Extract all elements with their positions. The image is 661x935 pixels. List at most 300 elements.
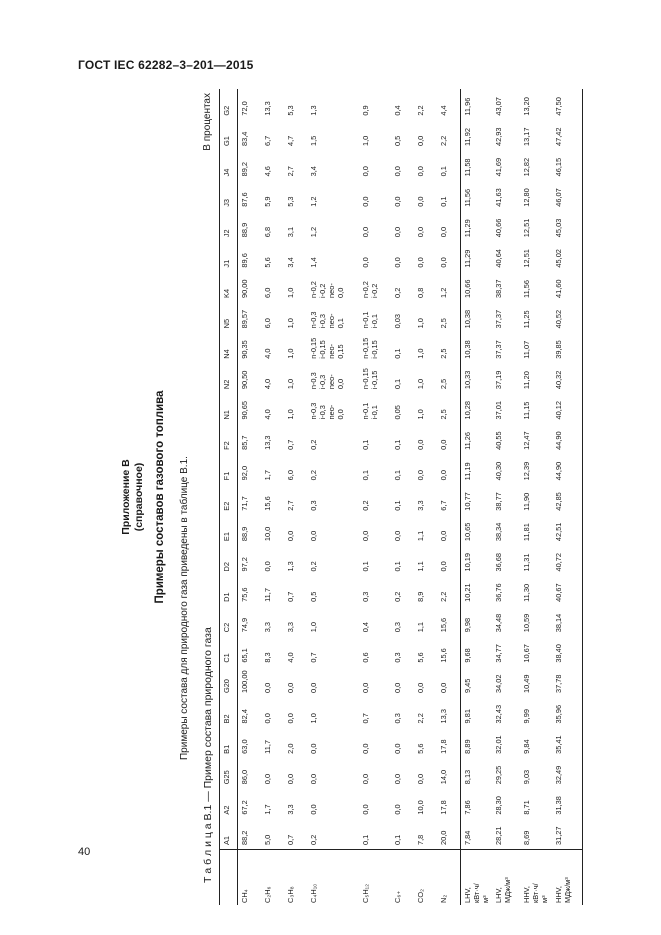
table-cell: 11,92 [460,120,492,150]
table-cell: 34,02 [494,674,503,694]
table-cell: 88,2 [240,830,249,845]
table-cell: 0,0 [361,530,370,542]
table-cell: 37,78 [554,674,563,694]
table-cell: 0,2 [309,470,318,481]
table-cell: 10,0 [263,526,272,542]
table-cell: 0,0 [361,804,370,815]
table-cell: 1,5 [309,135,318,147]
table-cell: 0,3 [309,500,318,511]
column-header: D2 [220,545,238,575]
table-cell: 0,0 [361,166,370,177]
table-cell: 0,0 [439,439,448,450]
table-cell: 38,37 [494,279,503,298]
table-cell: 0,0 [439,257,448,268]
table-cell: 0,1 [439,196,448,207]
table-cell: 2,2 [416,713,425,724]
table-cell: 4,0 [263,348,272,359]
column-header: N5 [220,302,238,332]
table-cell: 0,1 [361,439,370,450]
table-cell: 3,3 [286,804,295,815]
table-cell: 40,66 [494,218,503,238]
table-cell: 0,0 [439,682,448,694]
table-cell: 100,00 [240,670,249,694]
table-cell: 10,38 [460,302,492,332]
table-cell: 0,7 [286,439,295,450]
table-cell: n-0,3 i-0,3 neo- 0,0 [309,372,345,390]
table-cell: 4,0 [263,409,272,420]
table-cell: 10,21 [460,575,492,605]
column-header: N2 [220,363,238,393]
table-cell: 31,27 [554,826,563,845]
table-cell: 2,5 [439,409,448,420]
column-header: G1 [220,120,238,150]
table-corner [220,849,238,905]
table-cell: 6,7 [263,135,272,147]
table-cell: 42,85 [554,492,563,511]
table-cell: 39,85 [554,340,563,359]
table-cell: 32,01 [494,735,503,754]
table-cell: 40,52 [554,309,563,329]
table-cell: 47,50 [554,97,563,116]
table-cell: 15,6 [263,496,272,511]
table-cell: 41,63 [494,188,503,207]
table-cell: 0,7 [361,713,370,724]
row-label: C₃H₈ [284,849,307,905]
table-cell: 9,45 [460,667,492,697]
table-cell: 35,41 [554,735,563,754]
table-cell: 41,60 [554,279,563,298]
table-cell: 3,3 [263,621,272,633]
row-label: N₂ [437,849,460,905]
table-cell: 1,7 [263,804,272,815]
table-cell: 0,0 [263,682,272,694]
table-cell: 0,1 [361,834,370,845]
table-cell: 7,84 [460,819,492,849]
table-cell: 1,0 [361,135,370,147]
table-cell: 28,30 [494,796,503,815]
row-label: C₆₊ [391,849,414,905]
table-cell: 10,67 [522,644,531,663]
table-cell: 37,37 [494,309,503,329]
table-cell: 37,19 [494,370,503,390]
table-cell: 9,99 [522,709,531,724]
table-cell: 9,98 [460,606,492,636]
table-cell: 36,68 [494,552,503,572]
table-cell: 0,0 [416,166,425,177]
table-cell: 90,50 [240,370,249,390]
table-cell: 87,6 [240,192,249,207]
table-cell: 11,29 [460,211,492,241]
table-cell: 0,05 [393,405,402,420]
table-cell: 86,0 [240,769,249,785]
table-cell: 0,0 [309,530,318,542]
table-cell: 1,0 [286,287,295,298]
table-cell: 4,4 [439,105,448,116]
column-header: J4 [220,150,238,180]
table-cell: 88,9 [240,222,249,238]
table-cell: 10,65 [460,515,492,545]
column-header: F1 [220,454,238,484]
table-cell: 34,77 [494,644,503,663]
table-cell: 0,0 [416,439,425,450]
table-cell: 0,0 [309,743,318,754]
table-cell: 0,0 [361,226,370,238]
column-header: J3 [220,180,238,210]
table-cell: 85,7 [240,435,249,450]
table-cell: 10,38 [460,332,492,362]
table-cell: 0,0 [263,713,272,724]
table-cell: 0,2 [309,561,318,572]
column-header: B2 [220,697,238,727]
table-cell: 74,9 [240,617,249,633]
table-cell: 6,7 [439,500,448,511]
table-caption: Т а б л и ц а В.1 — Пример состава природного газа [202,627,214,883]
table-cell: 11,26 [460,424,492,454]
table-cell: 11,29 [460,241,492,271]
table-cell: 40,67 [554,583,563,602]
table-cell: 1,7 [263,470,272,481]
table-cell: 1,4 [309,257,318,268]
table-cell: 0,2 [393,591,402,602]
column-header: E2 [220,484,238,514]
table-cell: 0,0 [416,682,425,694]
table-cell: 0,03 [393,313,402,329]
table-cell: 0,0 [393,682,402,694]
table-cell: 36,76 [494,583,503,602]
table-cell: 0,4 [393,105,402,116]
table-cell: 10,33 [460,363,492,393]
document-header: ГОСТ IEC 62282–3–201—2015 [78,58,254,72]
table-cell: 11,81 [522,523,531,542]
row-label: HHV, МДж/м³ [552,849,582,905]
table-cell: 72,0 [240,101,249,116]
table-cell: n-0,2 i-0,2 [361,281,379,298]
table-cell: 42,93 [494,127,503,147]
table-cell: 0,0 [439,226,448,238]
table-cell: 1,0 [416,318,425,329]
table-cell: 88,9 [240,526,249,542]
table-cell: 12,47 [522,431,531,450]
table-cell: 5,3 [286,196,295,207]
table-cell: 2,5 [439,318,448,329]
annex-title: Примеры составов газового топлива [154,390,166,604]
table-cell: 0,2 [309,834,318,845]
table-cell: 8,13 [460,758,492,788]
table-cell: 2,2 [416,105,425,116]
table-cell: 90,65 [240,401,249,420]
table-cell: 0,3 [393,713,402,724]
table-cell: 82,4 [240,709,249,724]
annex-label: Приложение В [120,459,132,535]
table-cell: 9,84 [522,739,531,754]
table-cell: 1,1 [416,621,425,633]
table-cell: 38,40 [554,644,563,663]
table-cell: 3,4 [309,166,318,177]
table-cell: 0,0 [393,773,402,785]
table-cell: 0,0 [361,682,370,694]
table-cell: 10,49 [522,674,531,694]
gas-composition-table [219,89,583,905]
table-cell: 10,59 [522,613,531,633]
table-cell: 65,1 [240,648,249,663]
column-header: N4 [220,332,238,362]
table-cell: 11,30 [522,583,531,602]
table-cell: 10,66 [460,272,492,302]
table-cell: 40,72 [554,552,563,572]
table-cell: 67,2 [240,800,249,815]
table-cell: 0,0 [393,257,402,268]
table-cell: 13,3 [263,435,272,450]
table-cell: 0,7 [286,591,295,602]
table-cell: 0,7 [309,652,318,663]
table-cell: 40,30 [494,461,503,481]
table-cell: 4,7 [286,135,295,147]
table-cell: 0,8 [416,287,425,298]
table-cell: 1,2 [439,287,448,298]
table-cell: n-0,15 i-0,15 neo- 0,15 [309,337,345,359]
table-cell: 0,0 [361,743,370,754]
table-cell: 40,55 [494,431,503,450]
table-cell: 6,0 [286,470,295,481]
table-cell: 12,80 [522,188,531,207]
table-cell: 0,0 [416,470,425,481]
table-cell: 34,48 [494,613,503,633]
table-cell: 11,07 [522,340,531,359]
table-cell: 90,00 [240,279,249,298]
table-cell: 0,3 [393,621,402,633]
table-unit: В процентах [202,93,213,151]
table-cell: 29,25 [494,765,503,785]
table-cell: 46,15 [554,157,563,177]
table-cell: 0,0 [393,196,402,207]
table-cell: 0,0 [393,743,402,754]
table-cell: 5,9 [263,196,272,207]
table-cell: 11,7 [263,588,272,602]
table-cell: 8,69 [522,830,531,845]
table-cell: 0,0 [439,530,448,542]
table-cell: 5,6 [416,743,425,754]
table-cell: 0,1 [361,470,370,481]
table-cell: 1,3 [286,561,295,572]
table-cell: 44,90 [554,431,563,450]
table-cell: 1,3 [309,105,318,116]
table-cell: 1,0 [286,409,295,420]
table-cell: 9,68 [460,636,492,666]
table-cell: 0,0 [263,561,272,572]
row-label: HHV, кВт·ч/ м³ [520,849,552,905]
table-cell: 12,39 [522,461,531,481]
column-header: C1 [220,636,238,666]
table-cell: 1,1 [416,561,425,572]
column-header: D1 [220,575,238,605]
table-cell: 0,1 [361,561,370,572]
table-cell: 89,6 [240,253,249,268]
table-cell: 1,0 [416,409,425,420]
table-cell: 6,0 [263,287,272,298]
row-label: C₅H₁₂ [359,849,391,905]
table-cell: 0,0 [393,530,402,542]
table-cell: 7,8 [416,834,425,845]
column-header: E1 [220,515,238,545]
table-cell: n-0,15 i-0,15 [361,368,379,390]
annex-type: (справочное) [133,462,145,532]
table-cell: 0,0 [286,773,295,785]
table-cell: 11,56 [460,180,492,210]
table-cell: 40,64 [494,249,503,268]
row-label: C₄H₁₀ [307,849,359,905]
table-cell: 2,5 [439,348,448,359]
table-cell: 1,1 [416,530,425,542]
table-cell: 2,7 [286,500,295,511]
column-header: J2 [220,211,238,241]
table-cell: n-0,1 i-0,1 [361,311,379,329]
table-cell: 2,7 [286,166,295,177]
table-cell: 11,96 [460,89,492,119]
table-cell: 1,0 [286,348,295,359]
column-header: A1 [220,819,238,849]
table-cell: 3,4 [286,257,295,268]
table-cell: n-0,15 i-0,15 [361,337,379,359]
table-cell: 1,0 [416,378,425,390]
table-cell: 46,07 [554,188,563,207]
table-cell: 89,57 [240,309,249,329]
column-header: B1 [220,727,238,757]
table-cell: 0,1 [439,166,448,177]
table-cell: 47,42 [554,127,563,147]
table-cell: 0,0 [416,196,425,207]
table-cell: 0,0 [361,773,370,785]
column-header: C2 [220,606,238,636]
table-cell: 31,38 [554,796,563,815]
column-header: N1 [220,393,238,423]
table-cell: 75,6 [240,587,249,602]
table-cell: 10,0 [416,800,425,815]
table-cell: 0,9 [361,105,370,116]
row-label: C₂H₆ [261,849,284,905]
table-cell: 1,2 [309,196,318,207]
table-cell: 1,0 [286,378,295,390]
table-cell: 0,1 [393,378,402,390]
table-cell: 0,0 [309,773,318,785]
table-cell: 38,34 [494,522,503,542]
table-cell: 0,0 [393,166,402,177]
table-cell: 0,0 [393,804,402,815]
table-cell: 0,0 [416,257,425,268]
table-cell: 44,90 [554,461,563,481]
table-cell: 0,3 [361,591,370,602]
table-cell: 11,90 [522,492,531,511]
table-cell: 1,2 [309,226,318,238]
table-cell: 97,2 [240,557,249,572]
table-cell: 11,20 [522,371,531,390]
table-cell: 4,0 [286,652,295,663]
table-cell: 0,3 [393,652,402,663]
table-cell: 0,0 [416,773,425,785]
table-cell: 45,02 [554,249,563,268]
table-cell: 2,0 [286,743,295,754]
table-cell: 20,0 [439,830,448,845]
table-cell: 11,19 [460,454,492,484]
table-cell: 3,3 [286,621,295,633]
table-cell: 38,77 [494,492,503,511]
table-cell: 8,9 [416,591,425,602]
table-cell: 45,03 [554,218,563,238]
column-header: G25 [220,758,238,788]
table-cell: 8,71 [522,800,531,815]
table-cell: 6,0 [263,318,272,329]
table-cell: 13,3 [439,709,448,724]
table-cell: 1,0 [309,621,318,633]
column-header: J1 [220,241,238,271]
table-cell: n-0,3 i-0,3 neo- 0,1 [309,311,345,329]
table-cell: 11,58 [460,150,492,180]
table-cell: 0,6 [361,652,370,663]
table-cell: 0,0 [439,561,448,572]
table-cell: 43,07 [494,97,503,116]
table-cell: 0,0 [309,804,318,815]
table-cell: 37,01 [494,401,503,420]
table-cell: 11,7 [263,739,272,754]
table-cell: 1,0 [416,348,425,359]
table-cell: 0,5 [309,591,318,602]
table-cell: 0,2 [393,287,402,298]
table-cell: 10,77 [460,484,492,514]
table-cell: 0,2 [309,439,318,450]
table-cell: 0,1 [393,470,402,481]
table-cell: 15,6 [439,648,448,663]
page-number: 40 [78,846,91,858]
table-cell: 12,51 [522,218,531,238]
table-cell: 37,37 [494,340,503,359]
row-label: CH₄ [238,849,261,905]
table-cell: 38,14 [554,613,563,633]
table-cell: 0,1 [393,439,402,450]
table-cell: 0,0 [361,257,370,268]
table-cell: 32,43 [494,704,503,724]
table-cell: 10,28 [460,393,492,423]
table-cell: 89,2 [240,162,249,177]
table-cell: 9,81 [460,697,492,727]
table-cell: 11,15 [522,401,531,420]
table-cell: 0,0 [416,135,425,147]
table-cell: 0,4 [361,621,370,633]
table-cell: 0,0 [361,196,370,207]
row-label: LHV, кВт·ч/ м³ [460,849,492,905]
table-cell: 83,4 [240,131,249,147]
table-cell: 0,0 [286,530,295,542]
table-cell: 5,3 [286,105,295,116]
table-cell: 0,5 [393,135,402,147]
table-cell: 63,0 [240,739,249,754]
intro-text: Примеры состава для природного газа приведены в таблице В.1. [179,456,190,760]
table-cell: 8,89 [460,727,492,757]
table-cell: n-0,3 i-0,3 neo- 0,0 [309,402,345,420]
table-cell: 0,0 [393,226,402,238]
table-cell: 10,19 [460,545,492,575]
table-cell: n-0,1 i-0,1 [361,402,379,420]
table-cell: 14,0 [439,769,448,785]
table-cell: 5,6 [263,257,272,268]
table-cell: 0,0 [263,773,272,785]
table-cell: 0,0 [439,470,448,481]
table-cell: 8,3 [263,652,272,663]
table-cell: 5,6 [416,652,425,663]
table-cell: 11,25 [522,310,531,329]
table-cell: 42,51 [554,522,563,542]
rotated-page-content [118,89,582,905]
table-cell: 13,3 [263,101,272,116]
table-cell: 0,0 [286,682,295,694]
